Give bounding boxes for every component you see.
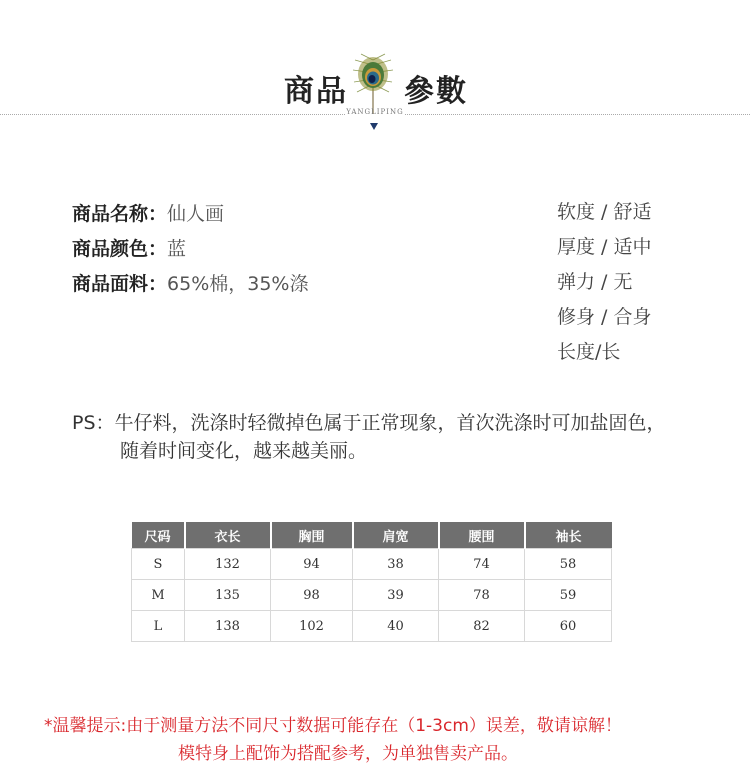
section-title-right: 參數 [404, 74, 468, 109]
table-row [132, 549, 612, 580]
info-row-fabric [72, 269, 308, 296]
table-cell: 60 [525, 611, 612, 642]
attribute-length: 长度/长 [557, 341, 621, 363]
table-cell: 74 [439, 549, 525, 580]
header-waist: 腰围 [439, 522, 525, 549]
table-cell: 94 [271, 549, 353, 580]
table-cell: 39 [353, 580, 439, 611]
info-value: 仙人画 [167, 203, 225, 225]
header-chest: 胸围 [271, 522, 353, 549]
table-cell: 102 [271, 611, 353, 642]
table-cell: 58 [525, 549, 612, 580]
attribute-elasticity: 弹力 / 无 [557, 271, 633, 293]
info-label: 商品面料： [72, 273, 168, 295]
peacock-feather-icon [351, 52, 395, 114]
divider-left [0, 114, 345, 115]
table-cell: 135 [185, 580, 271, 611]
header-length: 衣长 [185, 522, 271, 549]
size-table [131, 522, 612, 642]
table-row [132, 580, 612, 611]
warning-line1: *温馨提示:由于测量方法不同尺寸数据可能存在（1-3cm）误差，敬请谅解！ [44, 716, 622, 736]
table-cell: L [132, 611, 185, 642]
info-value: 蓝 [167, 238, 187, 260]
ps-note-line2: 随着时间变化，越来越美丽。 [120, 440, 368, 462]
ps-note-line1: PS：牛仔料，洗涤时轻微掉色属于正常现象，首次洗涤时可加盐固色， [72, 412, 666, 434]
info-value: 65%棉，35%涤 [167, 273, 309, 295]
table-cell: S [132, 549, 185, 580]
table-cell: 40 [353, 611, 439, 642]
table-cell: 98 [271, 580, 353, 611]
attribute-softness: 软度 / 舒适 [557, 201, 652, 223]
table-cell: 78 [439, 580, 525, 611]
table-cell: 132 [185, 549, 271, 580]
size-table-header [132, 522, 612, 549]
info-row-name [72, 199, 224, 226]
divider-right [405, 114, 750, 115]
down-triangle-icon [370, 123, 378, 130]
info-label: 商品名称： [72, 203, 168, 225]
table-cell: 82 [439, 611, 525, 642]
info-row-color [72, 234, 186, 261]
header-shoulder: 肩宽 [353, 522, 439, 549]
info-label: 商品颜色： [72, 238, 168, 260]
table-cell: 59 [525, 580, 612, 611]
table-cell: 138 [185, 611, 271, 642]
section-title-left: 商品 [284, 74, 348, 109]
table-cell: M [132, 580, 185, 611]
header-sleeve: 袖长 [525, 522, 612, 549]
attribute-thickness: 厚度 / 适中 [557, 236, 652, 258]
table-cell: 38 [353, 549, 439, 580]
warning-line2: 模特身上配饰为搭配参考，为单独售卖产品。 [178, 744, 518, 764]
brand-text: YANGLIPING [346, 108, 404, 116]
header-size: 尺码 [132, 522, 185, 549]
attribute-fit: 修身 / 合身 [557, 306, 652, 328]
table-row [132, 611, 612, 642]
